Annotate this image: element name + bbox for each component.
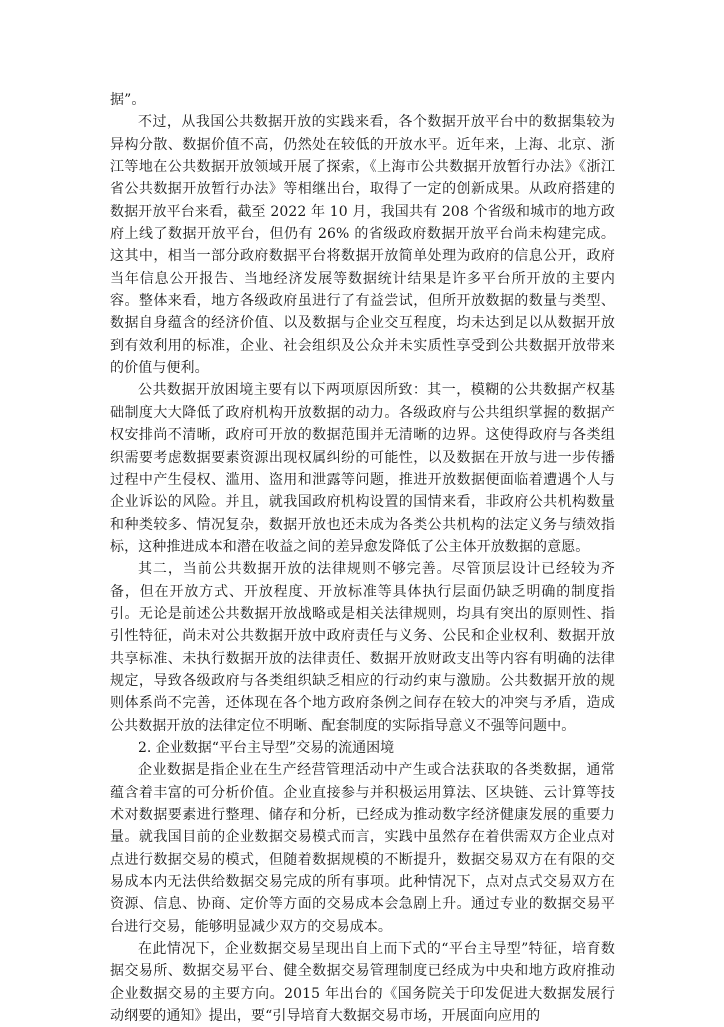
paragraph-platform-led: 在此情况下，企业数据交易呈现出自上而下式的“平台主导型”特征，培育数据交易所、数据交易平台、健全数据交易管理制度已经成为中央和地方政府推动企业数据交易的主要方向。2015 年出台的《国务院关于印发促进大数据发展行动纲要的通知》提出，要“引导培育大数据交易市场，开展面向应用的 [110, 941, 615, 1025]
document-page [110, 89, 615, 1027]
section-heading: 2. 企业数据“平台主导型”交易的流通困境 [138, 739, 395, 756]
continued-paragraph: 据”。 [110, 92, 146, 108]
paragraph-causes-second: 其二，当前公共数据开放的法律规则不够完善。尽管顶层设计已经较为齐备，但在开放方式、开放程度、开放标准等具体执行层面仍缺乏明确的制度指引。无论是前述公共数据开放战略或是相关法律规则，均具有突出的原则性、指引性特征，尚未对公共数据开放中政府责任与义务、公民和企业权利、数据开放共享标准、未执行数据开放的法律责任、数据开放财政支出等内容有明确的法律规定，导致各级政府与各类组织缺乏相应的行动约束与激励。公共数据开放的规则体系尚不完善，还体现在各个地方政府条例之间存在较大的冲突与矛盾，造成公共数据开放的法律定位不明晰、配套制度的实际指导意义不强等问题中。 [110, 561, 615, 734]
paragraph-open-data-practice: 不过，从我国公共数据开放的实践来看，各个数据开放平台中的数据集较为异构分散、数据价值不高，仍然处在较低的开放水平。近年来，上海、北京、浙江等地在公共数据开放领域开展了探索，《上海市公共数据开放暂行办法》《浙江省公共数据开放暂行办法》等相继出台，取得了一定的创新成果。从政府搭建的数据开放平台来看，截至 2022 年 10 月，我国共有 208 个省级和城市的地方政府上线了数据开放平台，但仍有 26% 的省级政府数据开放平台尚未构建完成。这其中，相当一部分政府数据平台将数据开放简单处理为政府的信息公开，政府当年信息公开报告、当地经济发展等数据统计结果是许多平台所开放的主要内容。整体来看，地方各级政府虽进行了有益尝试，但所开放数据的数量与类型、数据自身蕴含的经济价值、以及数据与企业交互程度，均未达到足以从数据开放到有效利用的标准，企业、社会组织及公众并未实质性享受到公共数据开放带来的价值与便利。 [110, 114, 615, 377]
paragraph-causes-first: 公共数据开放困境主要有以下两项原因所致：其一，模糊的公共数据产权基础制度大大降低了政府机构开放数据的动力。各级政府与公共组织掌握的数据产权安排尚不清晰，政府可开放的数据范围并无清晰的边界。这使得政府与各类组织需要考虑数据要素资源出现权属纠纷的可能性，以及数据在开放与进一步传播过程中产生侵权、滥用、盗用和泄露等问题，推进开放数据便面临着遭遇个人与企业诉讼的风险。并且，就我国政府机构设置的国情来看，非政府公共机构数量和种类较多、情况复杂，数据开放也还未成为各类公共机构的法定义务与绩效指标，这种推进成本和潜在收益之间的差异愈发降低了公主体开放数据的意愿。 [110, 382, 615, 555]
paragraph-enterprise-data: 企业数据是指企业在生产经营管理活动中产生或合法获取的各类数据，通常蕴含着丰富的可分析价值。企业直接参与并积极运用算法、区块链、云计算等技术对数据要素进行整理、储存和分析，已经成为推动数字经济健康发展的重要力量。就我国目前的企业数据交易模式而言，实践中虽然存在着供需双方企业点对点进行数据交易的模式，但随着数据规模的不断提升，数据交易双方在有限的交易成本内无法供给数据交易完成的所有事项。此种情况下，点对点式交易双方在资源、信息、协商、定价等方面的交易成本会急剧上升。通过专业的数据交易平台进行交易，能够明显减少双方的交易成本。 [110, 762, 615, 935]
